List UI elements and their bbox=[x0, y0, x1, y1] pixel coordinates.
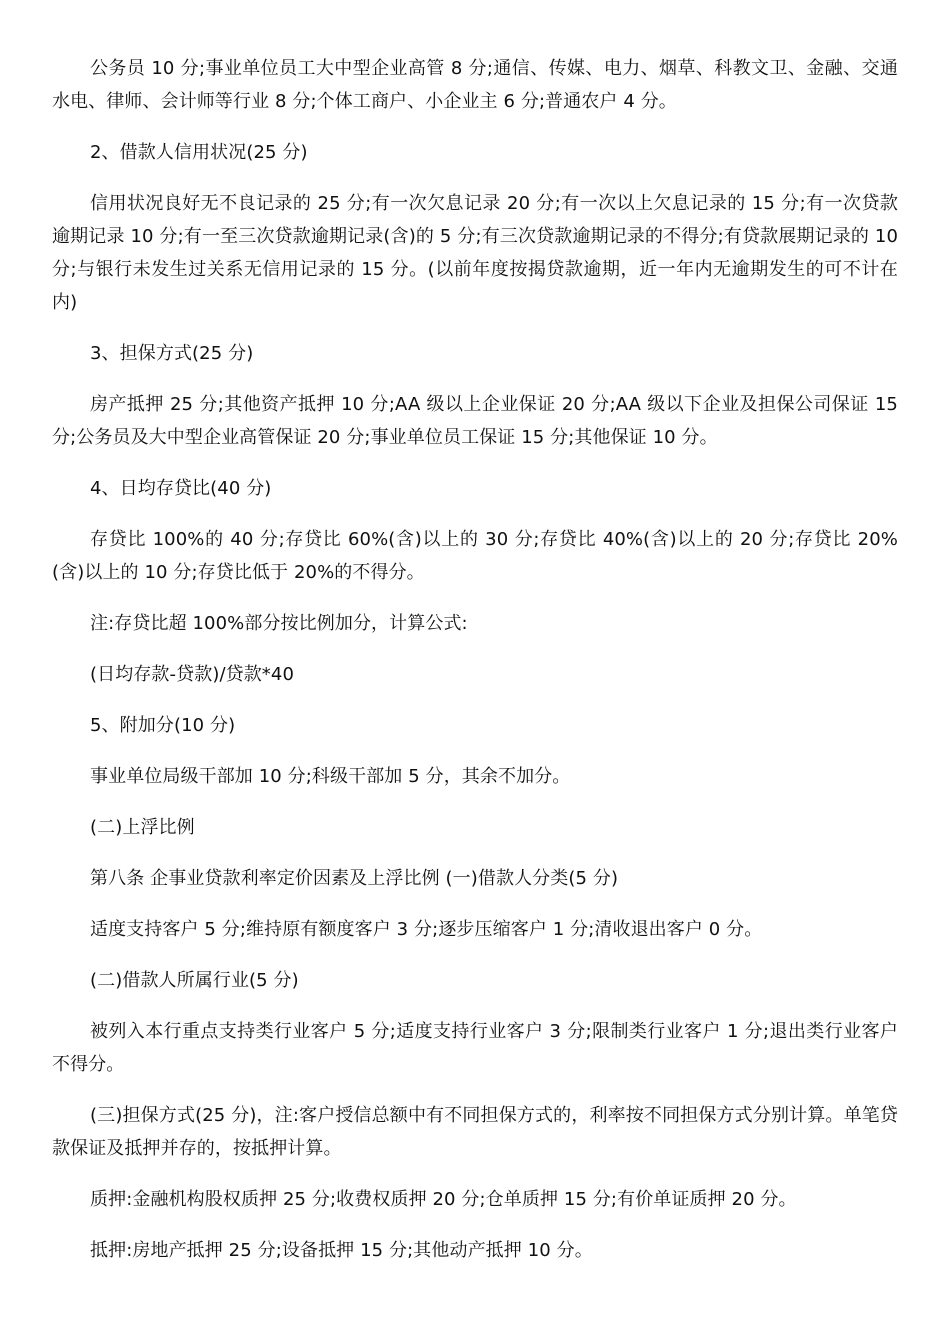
heading-article-eight: 第八条 企事业贷款利率定价因素及上浮比例 (一)借款人分类(5 分) bbox=[90, 868, 619, 889]
document-body bbox=[52, 52, 898, 1285]
paragraph-borrower-class: 适度支持客户 5 分;维持原有额度客户 3 分;逐步压缩客户 1 分;清收退出客户 0 分。 bbox=[90, 919, 763, 940]
paragraph-guarantee-method: 房产抵押 25 分;其他资产抵押 10 分;AA 级以上企业保证 20 分;AA 级以下企业及担保公司保证 15 分;公务员及大中型企业高管保证 20 分;事业单位员工保证 15 分;其他保证 10 分。 bbox=[52, 394, 898, 448]
formula-ratio: (日均存款-贷款)/贷款*40 bbox=[90, 664, 295, 685]
heading-guarantee-method: 3、担保方式(25 分) bbox=[90, 343, 254, 364]
paragraph-deposit-loan-ratio: 存贷比 100%的 40 分;存贷比 60%(含)以上的 30 分;存贷比 40%(含)以上的 20 分;存贷比 20%(含)以上的 10 分;存贷比低于 20%的不得分。 bbox=[52, 529, 898, 583]
heading-credit-status: 2、借款人信用状况(25 分) bbox=[90, 142, 308, 163]
heading-bonus-points: 5、附加分(10 分) bbox=[90, 715, 236, 736]
paragraph-bonus-points: 事业单位局级干部加 10 分;科级干部加 5 分，其余不加分。 bbox=[90, 766, 571, 787]
paragraph-occupation-scores: 公务员 10 分;事业单位员工大中型企业高管 8 分;通信、传媒、电力、烟草、科教文卫、金融、交通水电、律师、会计师等行业 8 分;个体工商户、小企业主 6 分;普通农户 4 分。 bbox=[52, 58, 898, 112]
paragraph-credit-status: 信用状况良好无不良记录的 25 分;有一次欠息记录 20 分;有一次以上欠息记录的 15 分;有一次贷款逾期记录 10 分;有一至三次贷款逾期记录(含)的 5 分;有三次贷款逾期记录的不得分;有贷款展期记录的 10 分;与银行未发生过关系无信用记录的 15 分。(以前年度按揭贷款逾期，近一年内无逾期发生的可不计在内) bbox=[52, 193, 898, 313]
paragraph-borrower-industry: 被列入本行重点支持类行业客户 5 分;适度支持行业客户 3 分;限制类行业客户 1 分;退出类行业客户不得分。 bbox=[52, 1021, 898, 1075]
heading-float-ratio: (二)上浮比例 bbox=[90, 817, 195, 838]
paragraph-mortgage: 抵押:房地产抵押 25 分;设备抵押 15 分;其他动产抵押 10 分。 bbox=[90, 1240, 593, 1261]
heading-borrower-industry: (二)借款人所属行业(5 分) bbox=[90, 970, 299, 991]
heading-deposit-loan-ratio: 4、日均存贷比(40 分) bbox=[90, 478, 272, 499]
note-ratio-bonus: 注:存贷比超 100%部分按比例加分，计算公式: bbox=[90, 613, 468, 634]
paragraph-pledge: 质押:金融机构股权质押 25 分;收费权质押 20 分;仓单质押 15 分;有价单证质押 20 分。 bbox=[90, 1189, 797, 1210]
paragraph-guarantee-note: (三)担保方式(25 分)，注:客户授信总额中有不同担保方式的，利率按不同担保方式分别计算。单笔贷款保证及抵押并存的，按抵押计算。 bbox=[52, 1105, 898, 1159]
